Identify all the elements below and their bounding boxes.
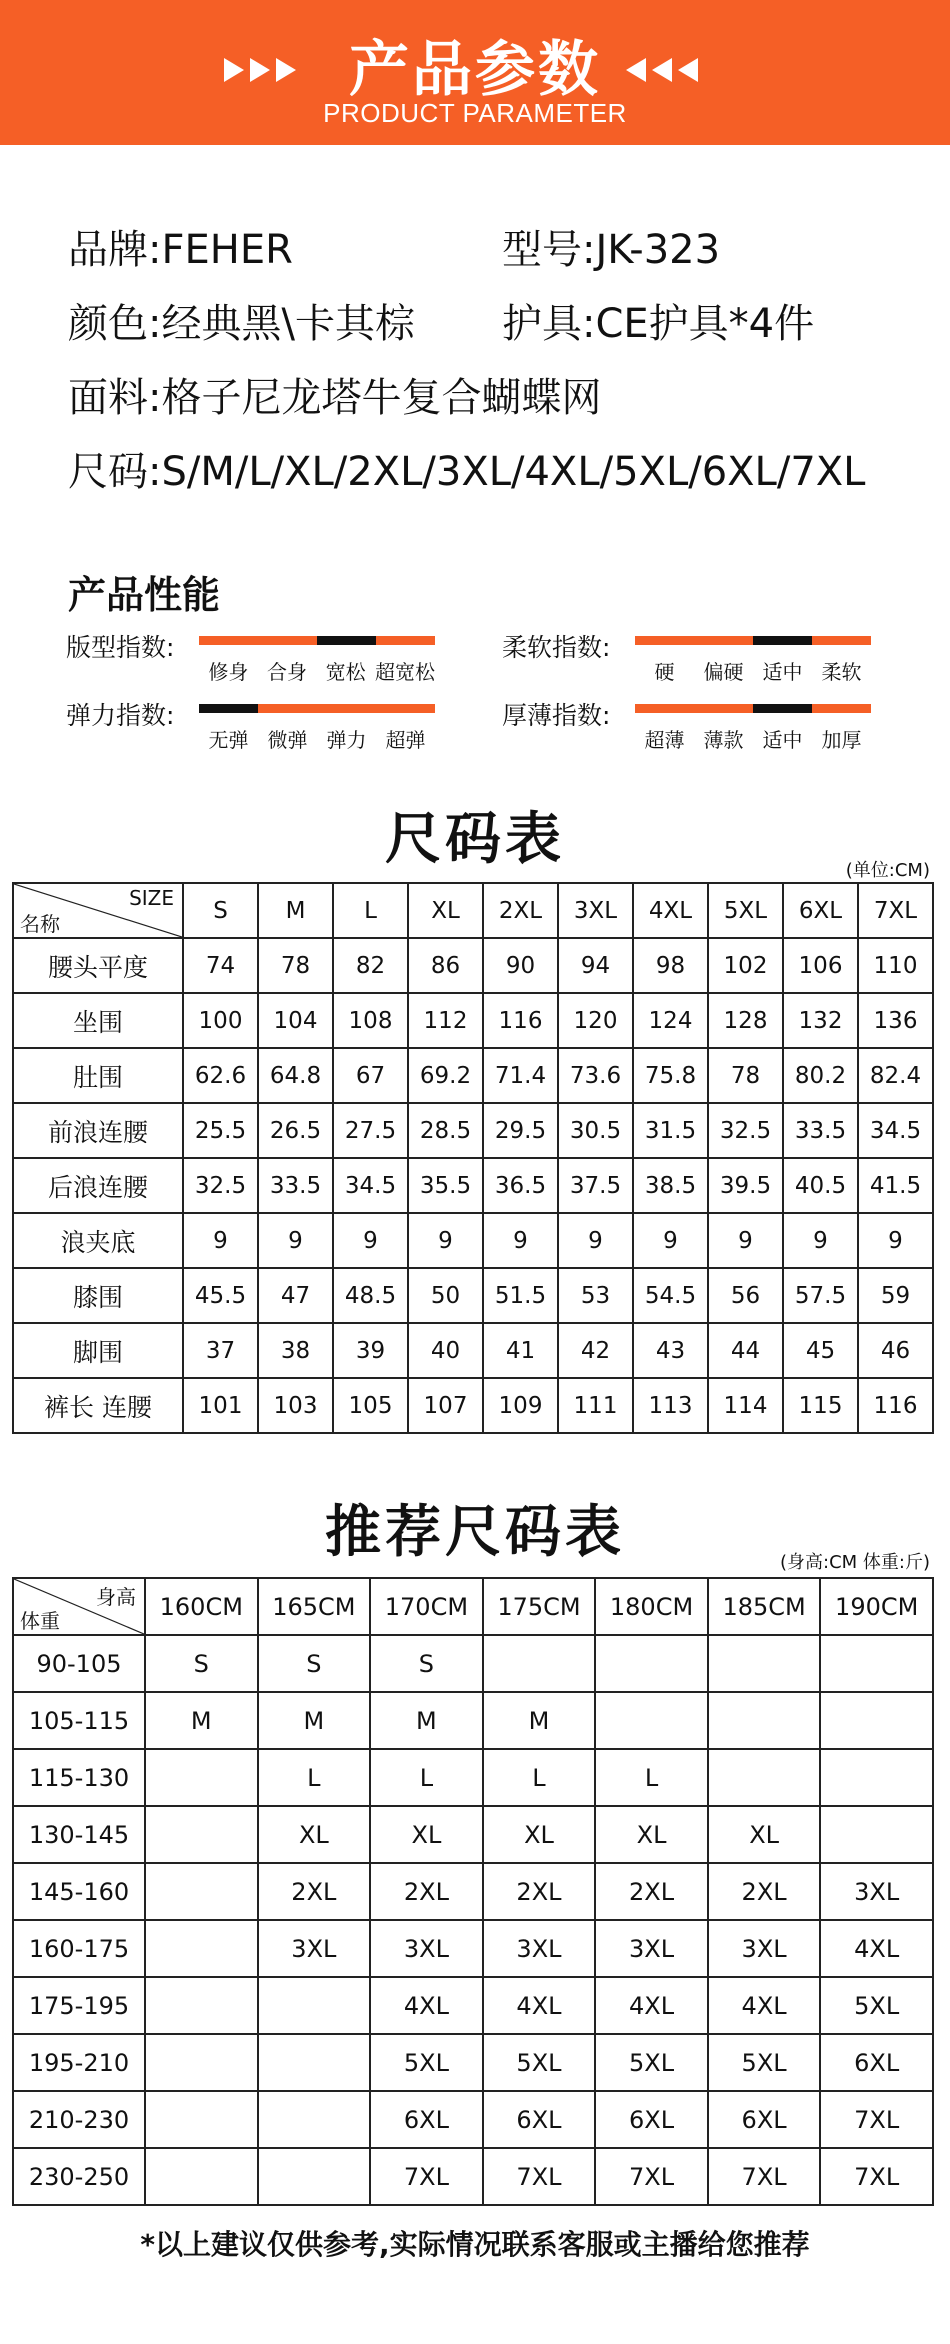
table-cell: 109 [483,1378,558,1433]
table-cell: M [370,1692,483,1749]
header-banner [0,0,950,145]
table-cell: 80.2 [783,1048,858,1103]
row-header: 坐围 [13,993,183,1048]
table-cell: 27.5 [333,1103,408,1158]
table-cell: 4XL [708,1977,821,2034]
row-header: 脚围 [13,1323,183,1378]
performance-option: 超弹 [385,728,426,752]
table-cell: L [370,1749,483,1806]
table-cell: 114 [708,1378,783,1433]
table-cell: 34.5 [333,1158,408,1213]
table-cell: 3XL [820,1863,933,1920]
table-cell: 106 [783,938,858,993]
performance-bar [199,636,435,645]
table-cell: 3XL [708,1920,821,1977]
table-cell: 105 [333,1378,408,1433]
table-row [13,1692,933,1749]
table-cell [820,1635,933,1692]
column-header: 6XL [783,883,858,938]
table-cell: 104 [258,993,333,1048]
header-subtitle: PRODUCT PARAMETER [323,98,627,128]
param-fabric: 面料:格子尼龙塔牛复合蝴蝶网 [68,375,602,421]
performance-option: 弹力 [326,728,367,752]
table-cell: 40.5 [783,1158,858,1213]
right-arrows-icon [626,58,698,82]
performance-index [502,628,950,698]
table-cell: 36.5 [483,1158,558,1213]
table-cell: 5XL [595,2034,708,2091]
column-header: 165CM [258,1578,371,1635]
table-row [13,1920,933,1977]
table-cell: 28.5 [408,1103,483,1158]
performance-option: 修身 [208,660,249,684]
table-cell: 6XL [708,2091,821,2148]
table-cell: 113 [633,1378,708,1433]
table-cell: 90 [483,938,558,993]
table-cell: 100 [183,993,258,1048]
row-header: 230-250 [13,2148,145,2205]
table-cell: 7XL [595,2148,708,2205]
table-cell: 48.5 [333,1268,408,1323]
performance-option: 硬 [654,660,675,684]
table-cell: 3XL [370,1920,483,1977]
param-brand: 品牌:FEHER [68,227,293,273]
table-cell: 9 [408,1213,483,1268]
performance-segment [694,636,753,645]
table-cell: 37.5 [558,1158,633,1213]
corner-top-label: 身高 [96,1585,136,1609]
table-cell: 29.5 [483,1103,558,1158]
table-cell: 78 [708,1048,783,1103]
table-cell: 45 [783,1323,858,1378]
table-cell [145,2091,258,2148]
table-cell: 111 [558,1378,633,1433]
table-cell: 128 [708,993,783,1048]
table-cell: XL [483,1806,596,1863]
performance-label: 弹力指数: [66,701,175,730]
table-cell: 103 [258,1378,333,1433]
performance-segment [258,704,317,713]
row-header: 115-130 [13,1749,145,1806]
performance-segment-selected [317,636,376,645]
performance-segment [258,636,317,645]
table-cell: 26.5 [258,1103,333,1158]
table-cell [595,1692,708,1749]
table-cell: 4XL [595,1977,708,2034]
table-cell: 38 [258,1323,333,1378]
performance-title: 产品性能 [68,573,221,617]
table-cell: 62.6 [183,1048,258,1103]
table-cell: 5XL [483,2034,596,2091]
performance-option: 加厚 [821,728,862,752]
table-cell: 9 [483,1213,558,1268]
table-cell: 94 [558,938,633,993]
table-cell: 9 [258,1213,333,1268]
table-cell: 7XL [483,2148,596,2205]
table-row [13,1863,933,1920]
table-cell [595,1635,708,1692]
table-cell: 116 [483,993,558,1048]
table-header-row [13,1578,933,1635]
table-cell [258,2148,371,2205]
table-row [13,2091,933,2148]
table-cell: 2XL [595,1863,708,1920]
table-cell: 54.5 [633,1268,708,1323]
table-cell: 9 [783,1213,858,1268]
table-row [13,1048,933,1103]
performance-option: 微弹 [267,728,308,752]
table-row [13,2034,933,2091]
table-row [13,1323,933,1378]
table-cell: 46 [858,1323,933,1378]
table-cell: 132 [783,993,858,1048]
table-cell: 25.5 [183,1103,258,1158]
row-header: 膝围 [13,1268,183,1323]
performance-segment [812,636,871,645]
table-cell: 40 [408,1323,483,1378]
performance-segment [694,704,753,713]
performance-segment [376,636,435,645]
performance-option: 宽松 [325,660,366,684]
row-header: 浪夹底 [13,1213,183,1268]
table-row [13,1103,933,1158]
table-cell [820,1692,933,1749]
table-cell: 112 [408,993,483,1048]
row-header: 后浪连腰 [13,1158,183,1213]
table-cell: 30.5 [558,1103,633,1158]
performance-option: 适中 [762,728,803,752]
table-cell: 31.5 [633,1103,708,1158]
table-header-row [13,883,933,938]
table-cell: 136 [858,993,933,1048]
table-cell [145,1749,258,1806]
table-cell [483,1635,596,1692]
row-header: 145-160 [13,1863,145,1920]
table-cell: 56 [708,1268,783,1323]
table-cell: 6XL [483,2091,596,2148]
table-cell: 116 [858,1378,933,1433]
column-header: 170CM [370,1578,483,1635]
table-cell: S [258,1635,371,1692]
performance-bar [635,704,871,713]
param-model: 型号:JK-323 [502,227,721,273]
table-cell: 3XL [483,1920,596,1977]
performance-option: 适中 [762,660,803,684]
table-row [13,2148,933,2205]
performance-option: 合身 [267,660,307,684]
table-cell: 74 [183,938,258,993]
recommend-chart-title: 推荐尺码表 [325,1500,625,1565]
table-cell: 57.5 [783,1268,858,1323]
table-cell: 9 [633,1213,708,1268]
table-cell [708,1692,821,1749]
table-cell: 5XL [820,1977,933,2034]
table-corner-cell [13,1578,145,1635]
table-cell: 33.5 [783,1103,858,1158]
table-cell: 45.5 [183,1268,258,1323]
table-cell: 41 [483,1323,558,1378]
column-header: 190CM [820,1578,933,1635]
table-cell [820,1806,933,1863]
table-cell: 42 [558,1323,633,1378]
table-cell [708,1749,821,1806]
corner-bottom-label: 名称 [20,912,60,936]
table-cell: 3XL [258,1920,371,1977]
row-header: 130-145 [13,1806,145,1863]
table-row [13,1806,933,1863]
table-cell [258,2091,371,2148]
performance-option: 柔软 [821,660,862,684]
table-row [13,1158,933,1213]
performance-index [502,696,950,766]
table-cell: 44 [708,1323,783,1378]
table-cell: 9 [333,1213,408,1268]
table-cell: 115 [783,1378,858,1433]
row-header: 175-195 [13,1977,145,2034]
column-header: M [258,883,333,938]
header-title: 产品参数 [349,35,601,105]
table-cell: 37 [183,1323,258,1378]
table-row [13,993,933,1048]
performance-index [66,628,516,698]
table-cell: 51.5 [483,1268,558,1323]
table-cell: XL [370,1806,483,1863]
table-cell: L [258,1749,371,1806]
table-cell: 101 [183,1378,258,1433]
row-header: 肚围 [13,1048,183,1103]
recommend-chart-table [12,1577,934,2206]
table-cell: 2XL [258,1863,371,1920]
table-cell: 4XL [483,1977,596,2034]
table-cell: M [483,1692,596,1749]
table-cell: L [483,1749,596,1806]
table-cell: 67 [333,1048,408,1103]
performance-segment [635,636,694,645]
table-cell: 69.2 [408,1048,483,1103]
param-sizes: 尺码:S/M/L/XL/2XL/3XL/4XL/5XL/6XL/7XL [68,449,866,495]
table-cell: 38.5 [633,1158,708,1213]
performance-segment [812,704,871,713]
table-cell: S [145,1635,258,1692]
table-cell: 33.5 [258,1158,333,1213]
performance-segment [199,636,258,645]
performance-label: 厚薄指数: [502,701,611,730]
table-row [13,1378,933,1433]
table-cell: 4XL [370,1977,483,2034]
table-cell: 43 [633,1323,708,1378]
table-cell: 41.5 [858,1158,933,1213]
column-header: 175CM [483,1578,596,1635]
column-header: 160CM [145,1578,258,1635]
table-cell [145,1806,258,1863]
table-cell: 35.5 [408,1158,483,1213]
table-cell: 82.4 [858,1048,933,1103]
table-cell [145,1977,258,2034]
table-cell: 78 [258,938,333,993]
performance-bar [635,636,871,645]
performance-option: 偏硬 [703,660,744,684]
row-header: 90-105 [13,1635,145,1692]
table-cell: 7XL [708,2148,821,2205]
table-cell: 6XL [820,2034,933,2091]
table-cell: 5XL [708,2034,821,2091]
size-chart-table [12,882,934,1434]
corner-top-label: SIZE [129,886,174,910]
table-cell: M [145,1692,258,1749]
table-cell: 39.5 [708,1158,783,1213]
table-row [13,1635,933,1692]
footnote: *以上建议仅供参考,实际情况联系客服或主播给您推荐 [140,2228,810,2261]
table-cell: 9 [858,1213,933,1268]
performance-label: 柔软指数: [502,633,611,662]
table-cell: XL [595,1806,708,1863]
table-cell: 7XL [820,2091,933,2148]
row-header: 腰头平度 [13,938,183,993]
table-cell: L [595,1749,708,1806]
table-cell: 107 [408,1378,483,1433]
row-header: 裤长 连腰 [13,1378,183,1433]
table-cell: 39 [333,1323,408,1378]
table-cell: 75.8 [633,1048,708,1103]
performance-label: 版型指数: [66,633,175,662]
table-cell: 102 [708,938,783,993]
table-cell: 59 [858,1268,933,1323]
corner-bottom-label: 体重 [20,1609,60,1633]
table-cell [145,1920,258,1977]
table-cell: 47 [258,1268,333,1323]
table-cell: 9 [558,1213,633,1268]
performance-segment [376,704,435,713]
table-cell: XL [708,1806,821,1863]
table-cell: 34.5 [858,1103,933,1158]
table-row [13,1213,933,1268]
table-cell: 110 [858,938,933,993]
column-header: S [183,883,258,938]
table-cell: 2XL [483,1863,596,1920]
row-header: 105-115 [13,1692,145,1749]
table-corner-cell [13,883,183,938]
table-cell: 71.4 [483,1048,558,1103]
table-cell: 6XL [370,2091,483,2148]
size-chart-title: 尺码表 [385,807,565,872]
table-cell [258,1977,371,2034]
table-cell: 53 [558,1268,633,1323]
performance-option: 薄款 [703,728,744,752]
table-cell: 4XL [820,1920,933,1977]
table-cell: 2XL [708,1863,821,1920]
table-cell: 98 [633,938,708,993]
performance-segment-selected [753,636,812,645]
table-cell [145,1863,258,1920]
param-armor: 护具:CE护具*4件 [502,301,815,347]
param-color: 颜色:经典黑\卡其棕 [68,301,415,347]
table-cell: 7XL [820,2148,933,2205]
performance-index [66,696,516,766]
table-cell: 32.5 [708,1103,783,1158]
table-cell: 9 [183,1213,258,1268]
table-cell: 2XL [370,1863,483,1920]
table-cell: 82 [333,938,408,993]
column-header: L [333,883,408,938]
table-cell: 108 [333,993,408,1048]
table-cell: 86 [408,938,483,993]
column-header: XL [408,883,483,938]
table-cell: 64.8 [258,1048,333,1103]
table-cell: S [370,1635,483,1692]
column-header: 180CM [595,1578,708,1635]
table-row [13,1977,933,2034]
recommend-chart-unit: (身高:CM 体重:斤) [780,1552,930,1573]
column-header: 185CM [708,1578,821,1635]
table-cell: 6XL [595,2091,708,2148]
row-header: 前浪连腰 [13,1103,183,1158]
table-cell: 9 [708,1213,783,1268]
table-cell [820,1749,933,1806]
table-cell: XL [258,1806,371,1863]
row-header: 160-175 [13,1920,145,1977]
table-cell [258,2034,371,2091]
column-header: 5XL [708,883,783,938]
performance-bar [199,704,435,713]
table-cell [145,2148,258,2205]
performance-segment [317,704,376,713]
column-header: 4XL [633,883,708,938]
table-cell: 124 [633,993,708,1048]
performance-segment-selected [199,704,258,713]
row-header: 195-210 [13,2034,145,2091]
table-cell: 50 [408,1268,483,1323]
row-header: 210-230 [13,2091,145,2148]
table-cell [145,2034,258,2091]
performance-segment-selected [753,704,812,713]
table-cell: 32.5 [183,1158,258,1213]
table-cell: 5XL [370,2034,483,2091]
table-cell: 120 [558,993,633,1048]
performance-option: 无弹 [208,728,249,752]
column-header: 2XL [483,883,558,938]
table-cell: M [258,1692,371,1749]
size-chart-unit: (单位:CM) [845,860,930,881]
table-cell [708,1635,821,1692]
performance-option: 超宽松 [375,660,436,684]
table-cell: 73.6 [558,1048,633,1103]
table-cell: 3XL [595,1920,708,1977]
column-header: 3XL [558,883,633,938]
table-row [13,938,933,993]
column-header: 7XL [858,883,933,938]
performance-segment [635,704,694,713]
performance-option: 超薄 [644,728,685,752]
table-row [13,1268,933,1323]
table-row [13,1749,933,1806]
table-cell: 7XL [370,2148,483,2205]
